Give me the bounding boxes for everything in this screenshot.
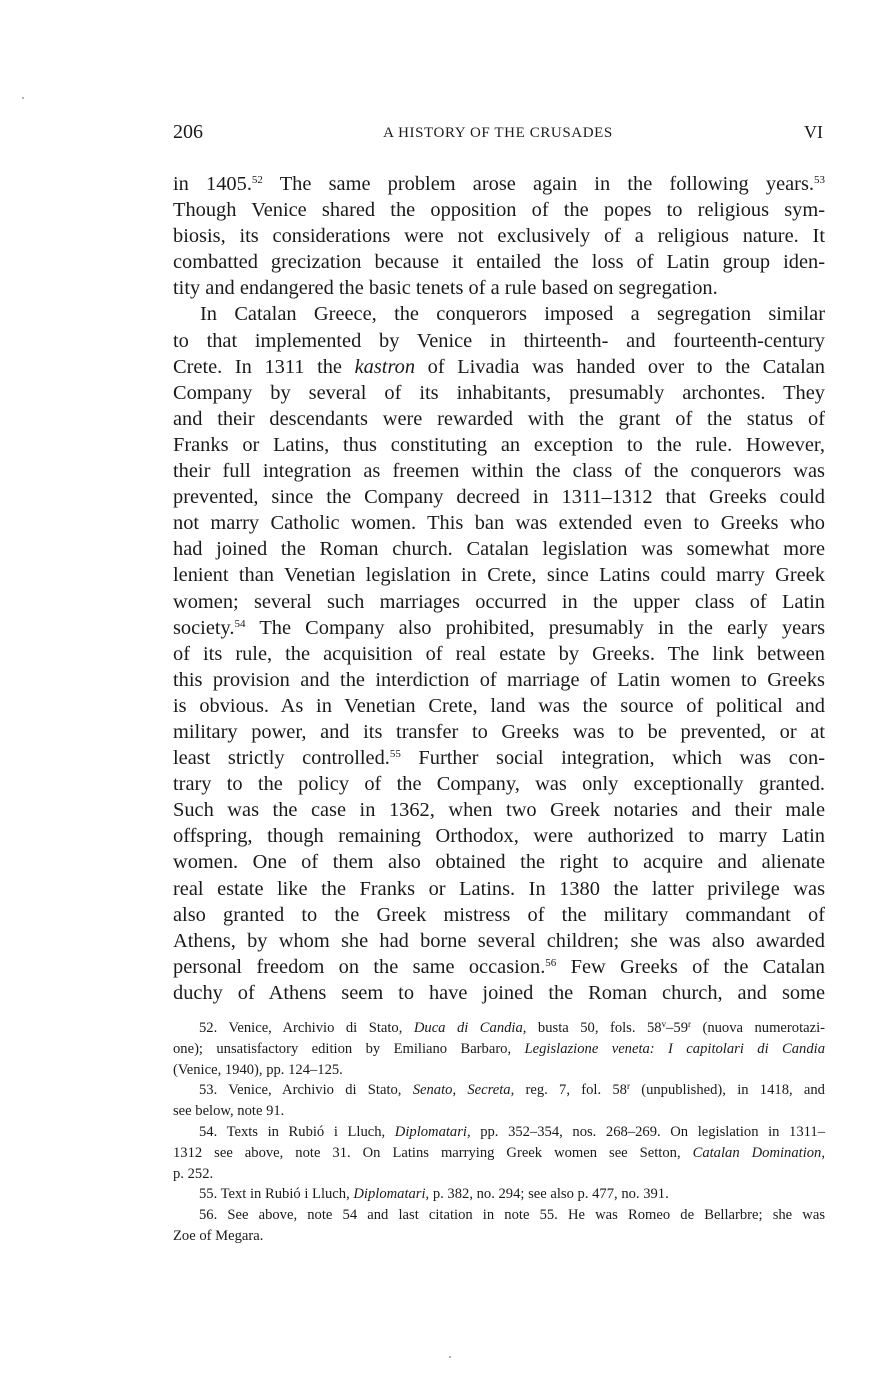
footnote-line: (Venice, 1940), pp. 124–125. [173, 1061, 343, 1078]
text-line: not marry Catholic women. This ban was extended even to Greeks who [173, 512, 825, 535]
text-line: society.$^{54}$ The Company also prohibited, presumably in the early years [173, 616, 825, 639]
footnote-ref: 56 [545, 956, 557, 969]
text-line: this provision and the interdiction of marriage of Latin women to Greeks [173, 668, 825, 691]
text-line: trary to the policy of the Company, was only exceptionally granted. [173, 773, 825, 796]
footnote-ref: 54 [234, 617, 246, 630]
text-line: prevented, since the Company decreed in 1311–1312 that Greeks could [173, 486, 825, 509]
text-line: also granted to the Greek mistress of the military commandant of [173, 903, 825, 926]
paragraph-start-line: In Catalan Greece, the conquerors imposed a segregation similar [200, 303, 825, 326]
main-text [173, 171, 825, 1006]
text-line: lenient than Venetian legislation in Crete, since Latins could marry Greek [173, 564, 825, 587]
footnote-56: 56. See above, note 54 and last citation in note 55. He was Romeo de Bellarbre; she was [199, 1207, 825, 1224]
footnote-ref: 53 [814, 174, 826, 186]
scan-speck [22, 97, 24, 99]
text-line: to that implemented by Venice in thirteenth- and fourteenth-century [173, 329, 825, 352]
text-line: offspring, though remaining Orthodox, were authorized to marry Latin [173, 825, 825, 848]
footnotes [173, 1018, 825, 1247]
text-line: Though Venice shared the opposition of the popes to religious sym- [173, 199, 825, 222]
text-line: duchy of Athens seem to have joined the Roman church, and some [173, 981, 825, 1004]
scan-speck [449, 1356, 451, 1358]
text-line: combatted grecization because it entailed the loss of Latin group iden- [173, 251, 825, 274]
text-line: of its rule, the acquisition of real estate by Greeks. The link between [173, 642, 825, 665]
footnote-line: see below, note 91. [173, 1103, 285, 1120]
text-line: in 1405.52 The same problem arose again in the following years.$^{53}$ [173, 173, 826, 195]
text-line: women; several such marriages occurred in the upper class of Latin [173, 590, 825, 613]
footnote-55: 55. Text in Rubió i Lluch, Diplomatari, p. 382, no. 294; see also p. 477, no. 391. [199, 1186, 669, 1203]
text-line: Company by several of its inhabitants, presumably archontes. They [173, 381, 825, 404]
text-line: Athens, by whom she had borne several children; she was also awarded [173, 929, 825, 952]
running-title: A HISTORY OF THE CRUSADES [383, 125, 613, 141]
page-number: 206 [173, 121, 203, 143]
footnote-line: one); unsatisfactory edition by Emiliano Barbaro, Legislazione veneta: I capitolari di Candia [173, 1040, 826, 1057]
footnote-ref: 55 [389, 748, 401, 761]
footnote-line: p. 252. [173, 1165, 214, 1182]
text-line: Such was the case in 1362, when two Greek notaries and their male [173, 799, 825, 822]
text-line: Franks or Latins, thus constituting an exception to the rule. However, [173, 433, 825, 456]
footnote-53: 53. Venice, Archivio di Stato, Senato, Secreta, reg. 7, fol. 58$^r$ (unpublished), in 1418, and [199, 1081, 825, 1099]
text-line: biosis, its considerations were not exclusively of a religious nature. It [173, 225, 825, 248]
text-line: their full integration as freemen within the class of the conquerors was [173, 460, 825, 483]
footnote-52: 52. Venice, Archivio di Stato, Duca di Candia, busta 50, fols. 58$^v$–59$^r$ (nuova numerotazi- [199, 1019, 825, 1036]
footnote-ref: 52 [251, 174, 263, 186]
text-line: personal freedom on the same occasion.$^{56}$ Few Greeks of the Catalan [173, 955, 825, 978]
footnote-54: 54. Texts in Rubió i Lluch, Diplomatari, pp. 352–354, nos. 268–269. On legislation in 1311– [199, 1123, 826, 1140]
text-line: Crete. In 1311 the kastron of Livadia was handed over to the Catalan [173, 355, 825, 378]
text-line: and their descendants were rewarded with the grant of the status of [173, 407, 825, 430]
footnote-line: 1312 see above, note 31. On Latins marrying Greek women see Setton, Catalan Domination, [173, 1144, 825, 1161]
running-header [173, 121, 823, 147]
text-line: real estate like the Franks or Latins. In 1380 the latter privilege was [173, 877, 825, 900]
part-number: VI [804, 122, 823, 142]
footnote-line: Zoe of Megara. [173, 1227, 264, 1244]
text-line: women. One of them also obtained the right to acquire and alienate [173, 851, 825, 874]
text-line: had joined the Roman church. Catalan legislation was somewhat more [173, 538, 825, 561]
text-line: tity and endangered the basic tenets of a rule based on segregation. [173, 277, 718, 300]
text-line: military power, and its transfer to Greeks was to be prevented, or at [173, 720, 825, 743]
text-line: least strictly controlled.$^{55}$ Further social integration, which was con- [173, 747, 825, 770]
italic-term: kastron [354, 355, 416, 378]
text-line: is obvious. As in Venetian Crete, land was the source of political and [173, 694, 825, 717]
